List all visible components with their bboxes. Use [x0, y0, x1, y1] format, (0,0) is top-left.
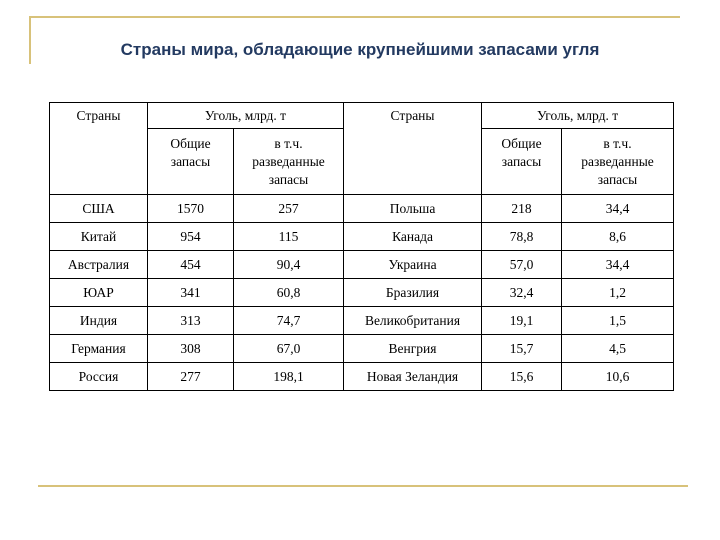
table-row: [50, 307, 674, 335]
header-total-line2: запасы: [501, 154, 542, 169]
header-explored-line2: разведанные: [252, 154, 325, 169]
country-cell: Украина: [344, 251, 482, 279]
country-cell: Новая Зеландия: [344, 363, 482, 391]
country-cell: Венгрия: [344, 335, 482, 363]
country-cell: Бразилия: [344, 279, 482, 307]
table-row: [50, 363, 674, 391]
country-cell: Польша: [344, 195, 482, 223]
country-cell: Китай: [50, 223, 148, 251]
country-cell: Россия: [50, 363, 148, 391]
explored-reserves-cell: 4,5: [562, 335, 674, 363]
total-reserves-cell: 32,4: [482, 279, 562, 307]
total-reserves-cell: 308: [148, 335, 234, 363]
total-reserves-cell: 57,0: [482, 251, 562, 279]
header-countries-right: Страны: [344, 103, 482, 195]
country-cell: Индия: [50, 307, 148, 335]
header-explored-right: [562, 129, 674, 195]
explored-reserves-cell: 257: [234, 195, 344, 223]
total-reserves-cell: 313: [148, 307, 234, 335]
explored-reserves-cell: 198,1: [234, 363, 344, 391]
explored-reserves-cell: 67,0: [234, 335, 344, 363]
top-border-line: [30, 16, 680, 18]
table-row: [50, 279, 674, 307]
total-reserves-cell: 341: [148, 279, 234, 307]
country-cell: ЮАР: [50, 279, 148, 307]
total-reserves-cell: 19,1: [482, 307, 562, 335]
header-explored-line1: в т.ч.: [603, 136, 632, 151]
country-cell: Канада: [344, 223, 482, 251]
header-explored-line3: запасы: [268, 172, 309, 187]
header-coal-left: Уголь, млрд. т: [148, 103, 344, 129]
explored-reserves-cell: 90,4: [234, 251, 344, 279]
header-total-line2: запасы: [170, 154, 211, 169]
header-total-line1: Общие: [501, 136, 542, 151]
header-explored-left: [234, 129, 344, 195]
total-reserves-cell: 277: [148, 363, 234, 391]
explored-reserves-cell: 34,4: [562, 195, 674, 223]
country-cell: Австралия: [50, 251, 148, 279]
header-coal-right: Уголь, млрд. т: [482, 103, 674, 129]
country-cell: Великобритания: [344, 307, 482, 335]
coal-reserves-table: [49, 102, 674, 391]
total-reserves-cell: 15,7: [482, 335, 562, 363]
table-row: [50, 335, 674, 363]
table-row: [50, 195, 674, 223]
bottom-border-line: [38, 485, 688, 487]
total-reserves-cell: 78,8: [482, 223, 562, 251]
header-explored-line1: в т.ч.: [274, 136, 303, 151]
total-reserves-cell: 218: [482, 195, 562, 223]
header-total-left: [148, 129, 234, 195]
total-reserves-cell: 15,6: [482, 363, 562, 391]
total-reserves-cell: 454: [148, 251, 234, 279]
country-cell: Германия: [50, 335, 148, 363]
explored-reserves-cell: 74,7: [234, 307, 344, 335]
country-cell: США: [50, 195, 148, 223]
header-explored-line2: разведанные: [581, 154, 654, 169]
explored-reserves-cell: 34,4: [562, 251, 674, 279]
table-row: [50, 223, 674, 251]
header-countries-left: Страны: [50, 103, 148, 195]
header-total-right: [482, 129, 562, 195]
explored-reserves-cell: 8,6: [562, 223, 674, 251]
slide-title: Страны мира, обладающие крупнейшими запасами угля: [120, 40, 600, 59]
explored-reserves-cell: 1,2: [562, 279, 674, 307]
total-reserves-cell: 954: [148, 223, 234, 251]
total-reserves-cell: 1570: [148, 195, 234, 223]
header-row-top: [50, 103, 674, 129]
explored-reserves-cell: 10,6: [562, 363, 674, 391]
explored-reserves-cell: 60,8: [234, 279, 344, 307]
header-total-line1: Общие: [170, 136, 211, 151]
table-row: [50, 251, 674, 279]
header-explored-line3: запасы: [597, 172, 638, 187]
explored-reserves-cell: 1,5: [562, 307, 674, 335]
explored-reserves-cell: 115: [234, 223, 344, 251]
